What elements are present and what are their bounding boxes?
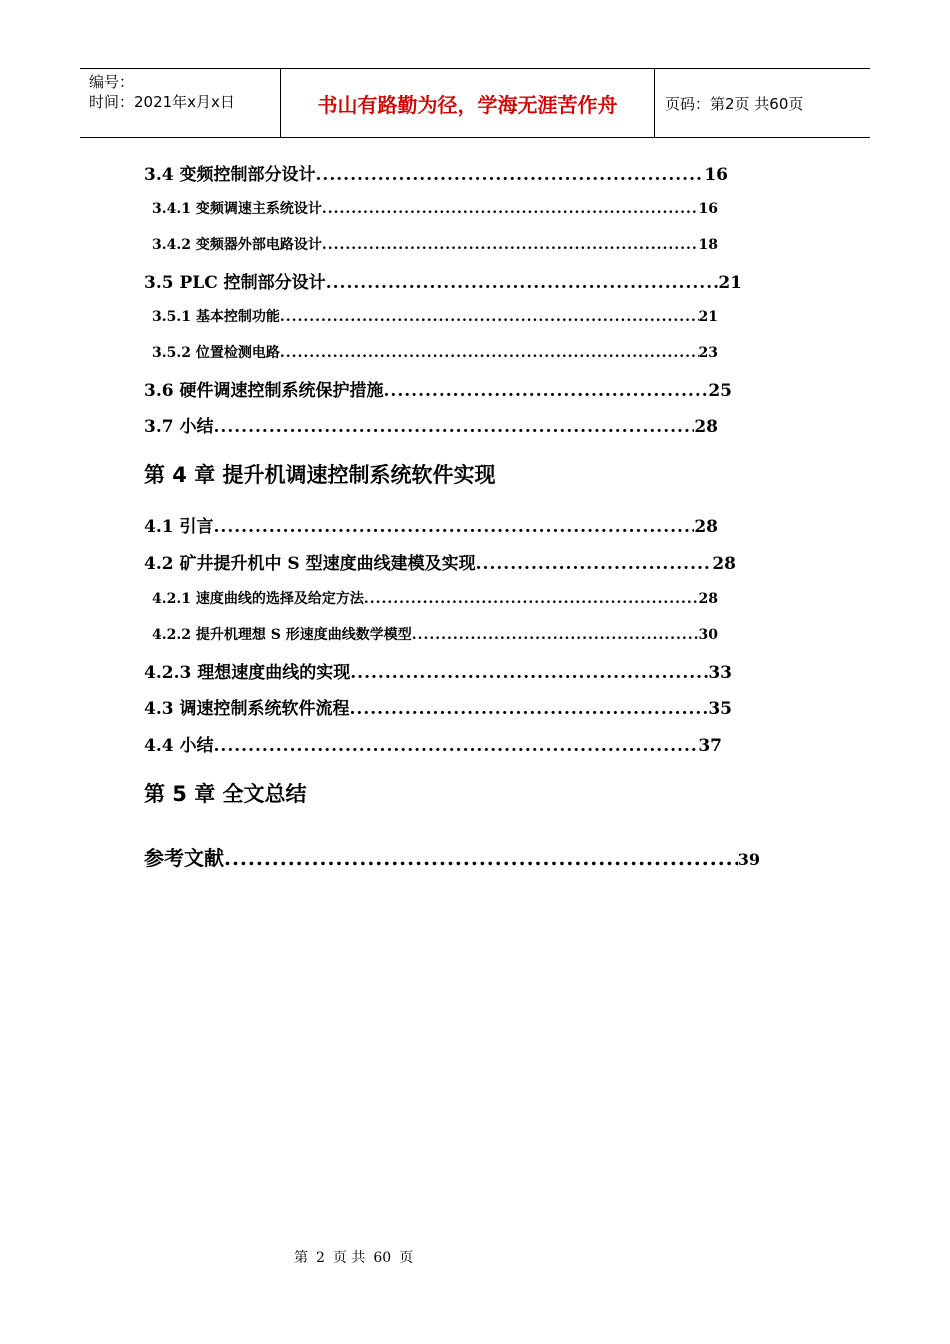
leader-dots <box>322 237 699 253</box>
toc-entry[interactable] <box>144 412 718 437</box>
footer-mid: 页 共 <box>332 1250 366 1266</box>
time-label: 时间：2021年x月x日 <box>89 93 235 111</box>
toc-entry-references[interactable] <box>144 842 760 871</box>
toc-entry-page: 16 <box>698 201 718 217</box>
page-footer <box>0 1247 950 1267</box>
leader-dots <box>412 627 699 643</box>
leader-dots <box>326 273 719 293</box>
toc-entry-page: 35 <box>708 699 732 719</box>
toc-entry-page: 18 <box>698 237 718 253</box>
toc-entry[interactable] <box>152 624 718 644</box>
toc-entry-label: 3.5.2 位置检测电路 <box>152 345 280 361</box>
toc-entry-label: 3.4 变频控制部分设计 <box>144 165 316 185</box>
toc-entry[interactable] <box>144 549 736 574</box>
toc-entry-label: 3.4.2 变频器外部电路设计 <box>152 237 322 253</box>
toc-entry-label: 3.5 PLC 控制部分设计 <box>144 273 326 293</box>
toc-entry[interactable] <box>144 512 718 537</box>
leader-dots <box>224 846 738 870</box>
leader-dots <box>350 663 708 683</box>
toc-entry[interactable] <box>152 588 718 608</box>
toc-entry-label: 4.2.2 提升机理想 S 形速度曲线数学模型 <box>152 627 412 643</box>
toc-entry-label: 3.6 硬件调速控制系统保护措施 <box>144 381 384 401</box>
leader-dots <box>384 381 709 401</box>
toc-entry-page: 28 <box>694 517 718 537</box>
toc-entry-label: 4.2.3 理想速度曲线的实现 <box>144 663 351 683</box>
toc-entry-label: 4.1 引言 <box>144 517 214 537</box>
toc-entry-label: 3.4.1 变频调速主系统设计 <box>152 201 322 217</box>
toc-entry-label: 3.5.1 基本控制功能 <box>152 309 280 325</box>
toc-entry[interactable] <box>144 376 732 401</box>
number-label: 编号： <box>89 73 135 91</box>
page-header <box>80 68 870 138</box>
leader-dots <box>214 517 695 537</box>
toc-entry-page: 37 <box>698 736 722 756</box>
toc-entry-page: 25 <box>708 381 732 401</box>
toc-entry-page: 23 <box>698 345 718 361</box>
toc-entry-page: 21 <box>718 273 742 293</box>
leader-dots <box>322 201 699 217</box>
toc-entry-page: 16 <box>704 165 728 185</box>
toc-entry-label: 参考文献 <box>144 846 224 870</box>
toc-entry[interactable] <box>144 694 732 719</box>
toc-entry-label: 4.3 调速控制系统软件流程 <box>144 699 350 719</box>
toc-entry[interactable] <box>144 658 732 683</box>
footer-page-number: 2 <box>316 1250 325 1266</box>
toc-entry-page: 33 <box>708 663 732 683</box>
toc-entry[interactable] <box>152 198 718 218</box>
toc-entry[interactable] <box>152 306 718 326</box>
leader-dots <box>316 165 705 185</box>
footer-suffix: 页 <box>399 1250 414 1266</box>
toc-entry-page: 30 <box>698 627 718 643</box>
leader-dots <box>476 554 713 574</box>
footer-prefix: 第 <box>294 1250 308 1266</box>
toc-entry[interactable] <box>152 342 718 362</box>
leader-dots <box>364 591 699 607</box>
header-motto: 书山有路勤为径，学海无涯苦作舟 <box>281 69 655 137</box>
toc-entry[interactable] <box>144 731 722 756</box>
toc-entry-page: 21 <box>698 309 718 325</box>
toc-entry-page: 28 <box>712 554 736 574</box>
chapter-heading[interactable]: 第 5 章 全文总结 <box>144 782 307 806</box>
chapter-heading[interactable]: 第 4 章 提升机调速控制系统软件实现 <box>144 463 496 487</box>
toc-entry[interactable] <box>152 234 718 254</box>
leader-dots <box>280 345 699 361</box>
leader-dots <box>214 736 699 756</box>
toc-entry-label: 4.4 小结 <box>144 736 214 756</box>
toc-entry-page: 28 <box>698 591 718 607</box>
leader-dots <box>280 309 699 325</box>
toc-entry[interactable] <box>144 160 728 185</box>
toc-entry-label: 4.2.1 速度曲线的选择及给定方法 <box>152 591 364 607</box>
toc-entry-label: 3.7 小结 <box>144 417 214 437</box>
toc-entry-page: 28 <box>694 417 718 437</box>
toc-entry-label: 4.2 矿井提升机中 S 型速度曲线建模及实现 <box>144 554 476 574</box>
toc-entry-page: 39 <box>737 850 760 869</box>
leader-dots <box>214 417 695 437</box>
footer-total: 60 <box>373 1250 392 1266</box>
leader-dots <box>350 699 709 719</box>
header-page-info: 页码：第2页 共60页 <box>665 94 804 113</box>
toc-entry[interactable] <box>144 268 742 293</box>
header-meta <box>80 69 281 137</box>
